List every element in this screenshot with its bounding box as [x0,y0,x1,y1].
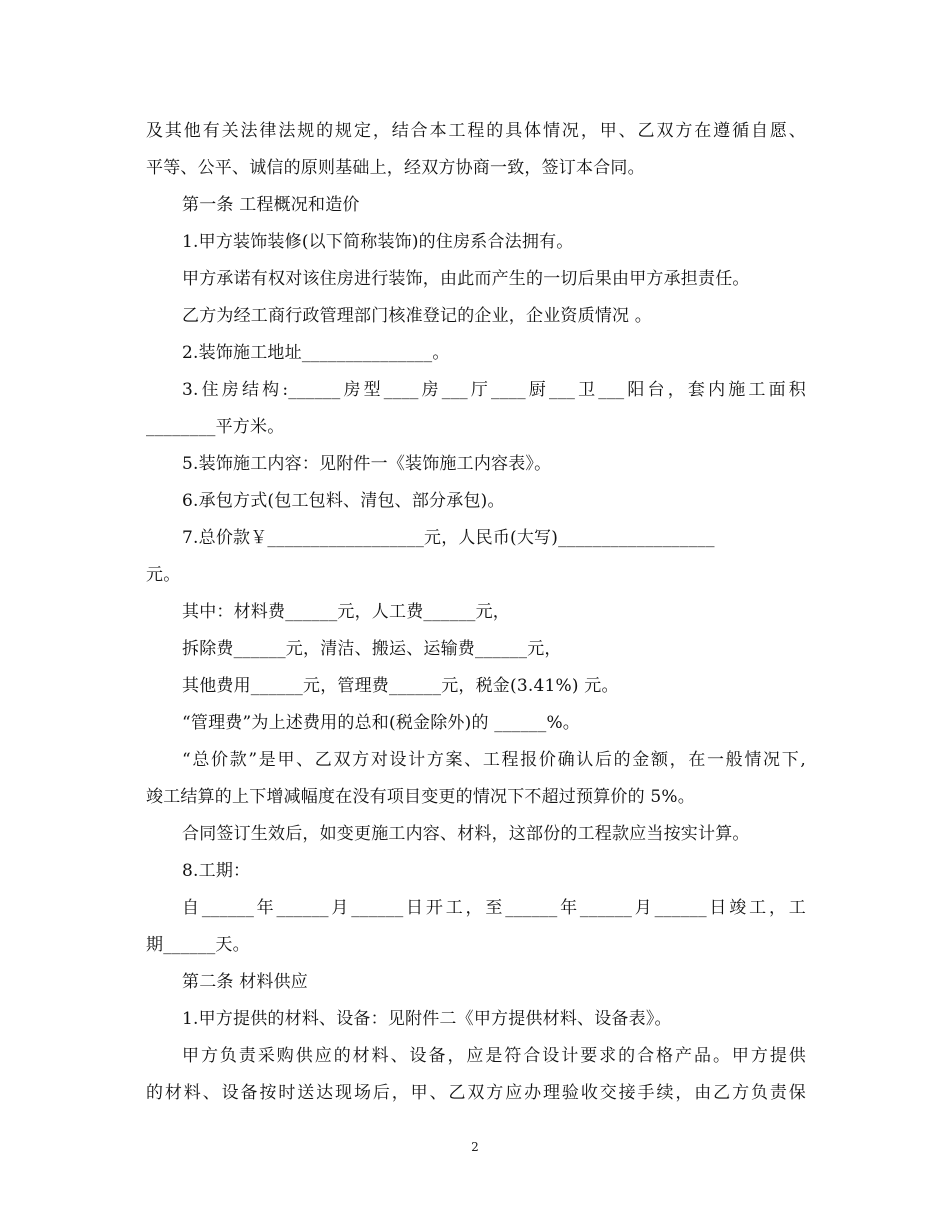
text-line: 自______年______月______日开工，至______年______月______日竣工，工 [182,898,806,918]
text-line: 甲方承诺有权对该住房进行装饰，由此而产生的一切后果由甲方承担责任。 [182,269,750,289]
text-line: 期______天。 [146,935,250,955]
text-line: 7.总价款￥__________________元，人民币(大写)__________________ [182,528,715,548]
text-line: 其他费用______元，管理费______元，税金(3.41%) 元。 [182,676,619,696]
text-line: 元。 [146,565,181,585]
text-line: 5.装饰施工内容：见附件一《装饰施工内容表》。 [182,454,552,474]
text-line: 1.甲方装饰装修(以下简称装饰)的住房系合法拥有。 [182,232,574,252]
text-line: 拆除费______元，清洁、搬运、运输费______元， [182,639,562,659]
page-number: 2 [471,1140,479,1154]
text-line: 平等、公平、诚信的原则基础上，经双方协商一致，签订本合同。 [146,158,645,178]
text-line: 2.装饰施工地址_______________。 [182,343,450,363]
text-line: 8.工期： [182,861,251,881]
text-line: 1.甲方提供的材料、设备：见附件二《甲方提供材料、设备表》。 [182,1009,672,1029]
text-line: 6.承包方式(包工包料、清包、部分承包)。 [182,491,505,511]
text-line: “管理费”为上述费用的总和(税金除外)的 ______%。 [182,713,581,733]
text-line: 其中：材料费______元，人工费______元， [182,602,510,622]
section-heading: 第二条 材料供应 [182,972,309,992]
text-line: 乙方为经工商行政管理部门核准登记的企业，企业资质情况 。 [182,306,653,326]
text-line: “总价款”是甲、乙双方对设计方案、工程报价确认后的金额，在一般情况下, [182,750,806,770]
section-heading: 第一条 工程概况和造价 [182,195,360,215]
text-line: 甲方负责采购供应的材料、设备，应是符合设计要求的合格产品。甲方提供 [182,1046,806,1066]
text-line: 及其他有关法律法规的规定，结合本工程的具体情况，甲、乙双方在遵循自愿、 [146,121,806,141]
text-line: 的材料、设备按时送达现场后，甲、乙双方应办理验收交接手续，由乙方负责保 [146,1083,806,1103]
text-line: 竣工结算的上下增减幅度在没有项目变更的情况下不超过预算价的 5%。 [146,787,695,807]
text-line: 3.住房结构:______房型____房___厅____厨___卫___阳台，套内施工面积 [182,380,806,400]
text-line: ________平方米。 [146,417,285,437]
text-line: 合同签订生效后，如变更施工内容、材料，这部份的工程款应当按实计算。 [182,824,750,844]
